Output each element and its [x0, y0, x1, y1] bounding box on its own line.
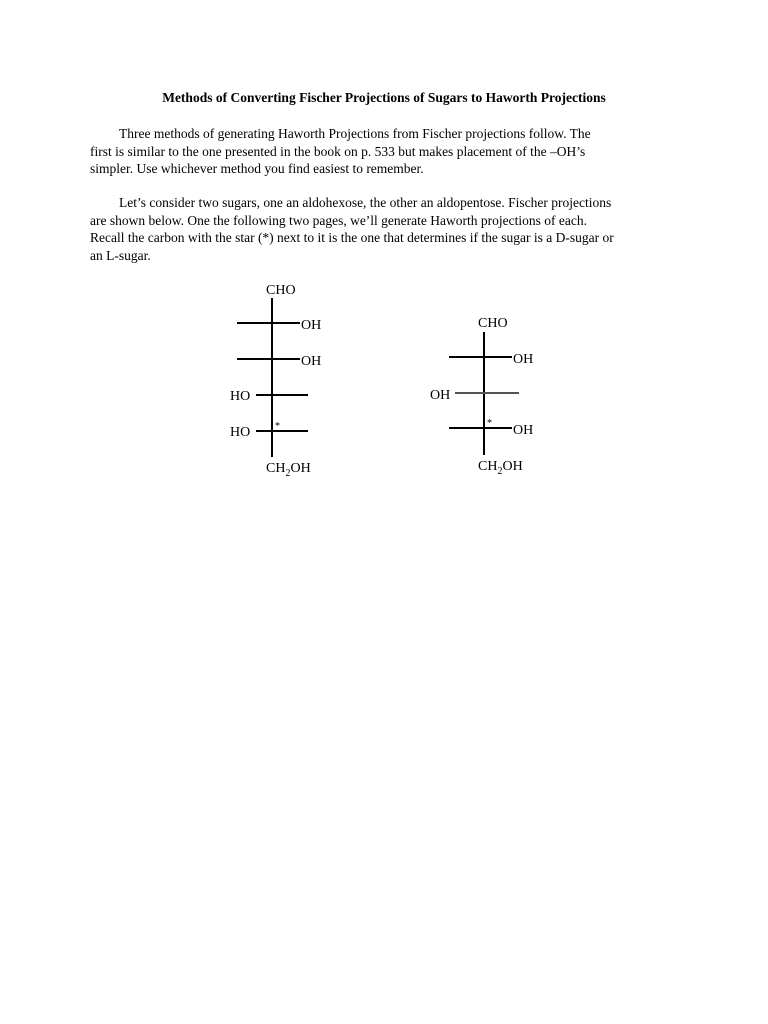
aldopentose-row1-right: OH: [513, 352, 534, 367]
paragraph-line: an L-sugar.: [90, 247, 151, 263]
aldohexose-row3-left: HO: [230, 389, 251, 404]
aldohexose-bottom-group: [266, 461, 311, 479]
aldopentose-bottom-tail: OH: [502, 459, 523, 474]
aldohexose-bottom-main: CH: [266, 461, 286, 476]
aldohexose-fischer-projection: [230, 283, 321, 479]
aldohexose-row4-left: HO: [230, 425, 251, 440]
aldohexose-row1-right: OH: [301, 318, 322, 333]
aldopentose-fischer-projection: [430, 316, 533, 477]
aldopentose-row3-right: OH: [513, 423, 534, 438]
paragraph-line-text: Let’s consider two sugars, one an aldohexose, the other an aldopentose. Fischer projections: [119, 195, 612, 210]
page-title: Methods of Converting Fischer Projections of Sugars to Haworth Projections: [162, 90, 606, 105]
aldohexose-row2-right: OH: [301, 354, 322, 369]
aldohexose-top-group: CHO: [266, 283, 296, 298]
paragraph-line: first is similar to the one presented in the book on p. 533 but makes placement of the –OH’s: [90, 143, 586, 159]
aldopentose-bottom-sub: 2: [497, 466, 503, 477]
paragraph-line: are shown below. One the following two pages, we’ll generate Haworth projections of each.: [90, 212, 587, 228]
aldohexose-chiral-star: *: [275, 421, 280, 432]
paragraph-line: simpler. Use whichever method you find easiest to remember.: [90, 161, 424, 176]
aldopentose-top-group: CHO: [478, 316, 508, 331]
paragraph-line: Recall the carbon with the star (*) next to it is the one that determines if the sugar is a D-sugar or: [90, 230, 614, 245]
aldohexose-bottom-sub: 2: [285, 468, 291, 479]
paragraph-line-text: Three methods of generating Haworth Projections from Fischer projections follow. The: [119, 126, 591, 141]
aldopentose-bottom-main: CH: [478, 459, 498, 474]
aldopentose-chiral-star: *: [487, 418, 492, 429]
aldopentose-row2-left: OH: [430, 388, 451, 403]
aldohexose-bottom-tail: OH: [290, 461, 311, 476]
aldopentose-bottom-group: [478, 459, 523, 477]
